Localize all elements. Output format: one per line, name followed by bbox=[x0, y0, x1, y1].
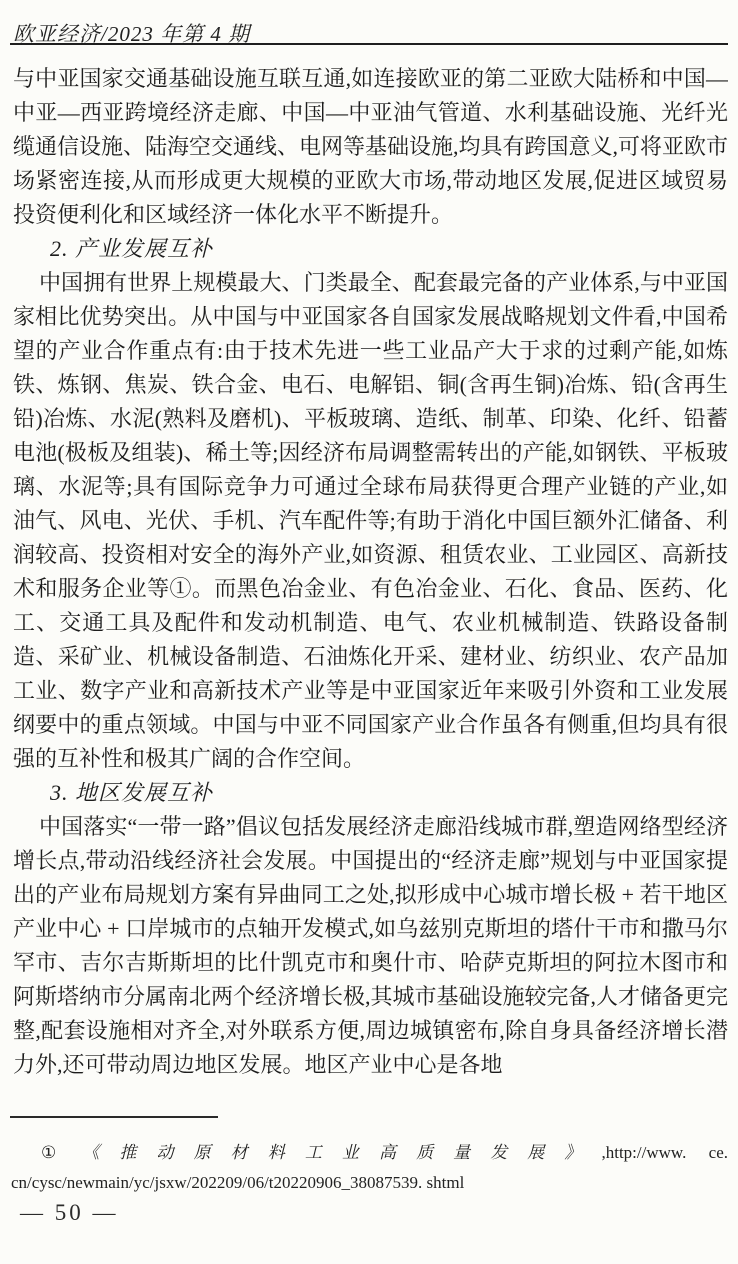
paragraph-regional-development: 中国落实“一带一路”倡议包括发展经济走廊沿线城市群,塑造网络型经济增长点,带动沿线经济社会发展。中国提出的“经济走廊”规划与中亚国家提出的产业布局规划方案有异曲同工之处,拟形成中心城市增长极 + 若干地区产业中心 + 口岸城市的点轴开发模式,如乌兹别克斯坦的塔什干市和撒马尔罕市、吉尔吉斯斯坦的比什凯克市和奥什市、哈萨克斯坦的阿拉木图市和阿斯塔纳市分属南北两个经济增长极,其城市基础设施较完备,人才储备更完整,配套设施相对齐全,对外联系方便,周边城镇密布,除自身具备经济增长潜力外,还可带动周边地区发展。地区产业中心是各地 bbox=[13, 814, 728, 1077]
footnote-divider bbox=[10, 1116, 218, 1118]
section-heading-industry-complementarity: 2. 产业发展互补 bbox=[50, 236, 214, 261]
section-heading-regional-complementarity: 3. 地区发展互补 bbox=[50, 780, 214, 805]
paragraph-industry-cooperation: 中国拥有世界上规模最大、门类最全、配套最完备的产业体系,与中亚国家相比优势突出。从中国与中亚国家各自国家发展战略规划文件看,中国希望的产业合作重点有:由于技术先进一些工业品产大于求的过剩产能,如炼铁、炼钢、焦炭、铁合金、电石、电解铝、铜(含再生铜)冶炼、铅(含再生铅)冶炼、水泥(熟料及磨机)、平板玻璃、造纸、制革、印染、化纤、铅蓄电池(极板及组装)、稀土等;因经济布局调整需转出的产能,如钢铁、平板玻璃、水泥等;具有国际竞争力可通过全球布局获得更合理产业链的产业,如油气、风电、光伏、手机、汽车配件等;有助于消化中国巨额外汇储备、利润较高、投资相对安全的海外产业,如资源、租赁农业、工业园区、高新技术和服务企业等①。而黑色冶金业、有色冶金业、石化、食品、医药、化工、交通工具及配件和发动机制造、电气、农业机械制造、铁路设备制造、采矿业、机械设备制造、石油炼化开采、建材业、纺织业、农产品加工业、数字产业和高新技术产业等是中亚国家近年来吸引外资和工业发展纲要中的重点领域。中国与中亚不同国家产业合作虽各有侧重,但均具有很强的互补性和极其广阔的合作空间。 bbox=[13, 270, 728, 771]
page-body bbox=[13, 62, 728, 1112]
footnote-marker: ① bbox=[41, 1143, 75, 1162]
footnote-source-url: ,http://www. ce. cn/cysc/newmain/yc/jsxw/202209/06/t20220906_38087539. shtml bbox=[11, 1143, 728, 1192]
page-number: — 50 — bbox=[20, 1200, 119, 1225]
paragraph-transport-infrastructure: 与中亚国家交通基础设施互联互通,如连接欧亚的第二亚欧大陆桥和中国—中亚—西亚跨境经济走廊、中国—中亚油气管道、水利基础设施、光纤光缆通信设施、陆海空交通线、电网等基础设施,均具有跨国意义,可将亚欧市场紧密连接,从而形成更大规模的亚欧大市场,带动地区发展,促进区域贸易投资便利化和区域经济一体化水平不断提升。 bbox=[13, 66, 728, 227]
header-divider bbox=[10, 43, 728, 45]
running-header: 欧亚经济/2023 年第 4 期 bbox=[13, 22, 251, 46]
footnote bbox=[11, 1138, 728, 1198]
footnote-title: 《推动原材料工业高质量发展》 bbox=[82, 1143, 602, 1162]
